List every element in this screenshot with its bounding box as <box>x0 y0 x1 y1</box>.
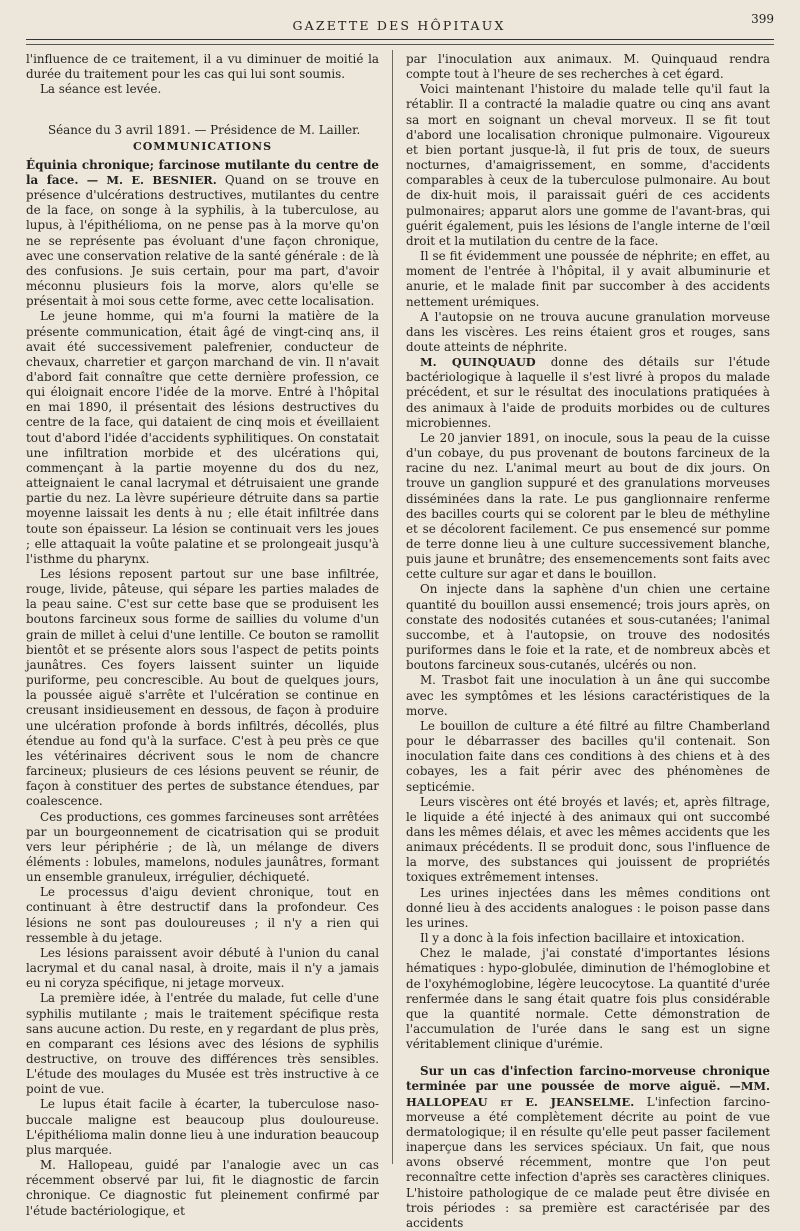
right-paragraph-5 <box>406 355 770 431</box>
paragraph-continued: l'influence de ce traitement, il a vu diminuer de moitié la durée du traitement pour les cas qui lui sont soumis. <box>26 52 379 82</box>
page-header <box>24 12 774 34</box>
right-paragraph-4: A l'autopsie on ne trouva aucune granulation morveuse dans les viscères. Les reins étaient gros et rouges, sans doute atteints de néphrite. <box>406 309 770 354</box>
right-paragraph-9: Le bouillon de culture a été filtré au filtre Chamberland pour le débarrasser des bacilles qu'il contenait. Son inoculation faite dans ces conditions à des chiens et à des cobayes, les a fait périr avec des phénomènes de septicémie. <box>406 718 770 794</box>
right-paragraph-2: Voici maintenant l'histoire du malade telle qu'il faut la rétablir. Il a contracté la maladie quatre ou cinq ans avant sa mort en soignant un cheval morveux. Il se fit tout d'abord une localisation chronique pulmonaire. Vigoureux et bien portant jusque-là, il fut pris de toux, de sueurs nocturnes, d'amaigrissement, en somme, d'accidents comparables à ceux de la tuberculose pulmonaire. Au bout de dix-huit mois, il paraissait guéri de ces accidents pulmonaires; apparut alors une gomme de l'avant-bras, qui guérit également, puis les lésions de l'angle interne de l'œil droit et la mutilation du centre de la face. <box>406 82 770 248</box>
column-divider <box>392 50 393 1164</box>
quinquaud-author: M. QUINQUAUD <box>420 355 536 370</box>
quinquaud-text: donne des détails sur l'étude bactériologique à laquelle il s'est livré à propos du malade précédent, et sur le résultat des inoculations pratiquées à des animaux à l'aide de produits morbides ou de cultures microbiennes. <box>406 355 770 430</box>
article-1-paragraph-8: Le lupus était facile à écarter, la tuberculose naso-buccale maligne est beaucoup plus douloureuse. L'épithélioma malin donne lieu à une induration beaucoup plus marquée. <box>26 1097 379 1157</box>
seance-closed: La séance est levée. <box>40 82 162 97</box>
article-1 <box>26 158 379 310</box>
article-1-title: Équinia chronique; farcinose mutilante du centre de la face. <box>26 157 379 187</box>
section-heading: COMMUNICATIONS <box>132 139 273 153</box>
article-1-author: — M. E. BESNIER. <box>86 172 217 187</box>
right-paragraph-12: Il y a donc à la fois infection bacillaire et intoxication. <box>420 931 745 946</box>
article-2-text: L'infection farcino-morveuse a été complètement décrite au point de vue dermatologique; il en résulte qu'elle peut passer facilement inaperçue dans les services spéciaux. Un fait, que nous avons observé récemment, montre que l'on peut reconnaître cette infection d'après ses caractères cliniques. L'histoire pathologique de ce malade peut être divisée en trois périodes : sa première est caractérisée par des accidents <box>406 1094 771 1230</box>
right-paragraph-10: Leurs viscères ont été broyés et lavés; et, après filtrage, le liquide a été injecté à des animaux qui ont succombé dans les mêmes délais, et avec les mêmes accidents que les animaux précédents. Il se produit donc, sous l'influence de la morve, des substances qui jouissent de propriétés toxiques extrêmement intenses. <box>406 794 770 885</box>
article-1-text: Quand on se trouve en présence d'ulcérations destructives, mutilantes du centre de la face, on songe à la syphilis, à la tuberculose, au lupus, à l'épithélioma, on ne pense pas à la morve qu'on ne se représente pas évoluant d'une façon chronique, avec une conservation relative de la santé générale : de là des confusions. Je suis certain, pour ma part, d'avoir méconnu plusieurs fois la morve, alors qu'elle se présentait à moi sous cette forme, avec cette localisation. <box>26 172 379 309</box>
right-paragraph-13: Chez le malade, j'ai constaté d'importantes lésions hématiques : hypo-globulée, diminution de l'hémoglobine et de l'oxyhémoglobine, légère leucocytose. La quantité d'urée renfermée dans le sang était quatre fois plus considérable que la quantité normale. Cette démonstration de l'accumulation de l'urée dans le sang est un signe véritablement clinique d'urémie. <box>406 946 770 1052</box>
article-1-paragraph-7: La première idée, à l'entrée du malade, fut celle d'une syphilis mutilante ; mais le traitement spécifique resta sans aucune action. Du reste, en y regardant de plus près, en comparant ces lésions avec des lésions de syphilis destructive, on trouve des différences très sensibles. L'étude des moulages du Musée est très instructive à ce point de vue. <box>26 991 379 1097</box>
seance-title: Séance du 3 avril 1891. — Présidence de M. Lailler. <box>48 123 361 138</box>
article-1-paragraph-6: Les lésions paraissent avoir débuté à l'union du canal lacrymal et du canal nasal, à droite, mais il n'y a jamais eu ni coryza spécifique, ni jetage morveux. <box>26 945 379 991</box>
article-2 <box>406 1064 770 1231</box>
article-1-paragraph-9: M. Hallopeau, guidé par l'analogie avec un cas récemment observé par lui, fit le diagnostic de farcin chronique. Ce diagnostic fut pleinement confirmé par l'étude bactériologique, et <box>26 1158 379 1218</box>
article-1-paragraph-4: Ces productions, ces gommes farcineuses sont arrêtées par un bourgeonnement de cicatrisation qui se produit vers leur périphérie ; de là, un mélange de divers éléments : lobules, mamelons, nodules jaunâtres, formant un ensemble granuleux, irrégulier, déchiqueté. <box>26 809 379 885</box>
left-column <box>26 52 379 1219</box>
header-rule-bottom <box>26 44 774 45</box>
article-1-paragraph-5: Le processus d'aigu devient chronique, tout en continuant à être destructif dans la profondeur. Ces lésions ne sont pas douloureuses ; il n'y a rien qui ressemble à du jetage. <box>26 885 379 945</box>
right-paragraph-7: On injecte dans la saphène d'un chien une certaine quantité du bouillon aussi ensemencé; trois jours après, on constate des nodosités cutanées et sous-cutanées; l'animal succombe, et à l'autopsie, on trouve des nodosités puriformes dans le foie et la rate, et de nombreux abcès et boutons farcineux sous-cutanés, ulcérés ou non. <box>406 582 770 673</box>
header-rule-top <box>26 39 774 40</box>
right-paragraph-1: par l'inoculation aux animaux. M. Quinquaud rendra compte tout à l'heure de ses recherches à cet égard. <box>406 52 770 82</box>
article-1-paragraph-2: Le jeune homme, qui m'a fourni la matière de la présente communication, était âgé de vingt-cinq ans, il avait été successivement palefrenier, conducteur de chevaux, charretier et garçon marchand de vin. Il n'avait d'abord fait connaître que cette dernière profession, ce qui éloignait encore l'idée de la morve. Entré à l'hôpital en mai 1890, il présentait des lésions destructives du centre de la face, qui dataient de cinq mois et éveillaient tout d'abord l'idée d'accidents syphilitiques. On constatait une infiltration morbide et des ulcérations qui, commençant à la partie moyenne du dos du nez, atteignaient le canal lacrymal et détruisaient une grande partie du nez. La lèvre supérieure détruite dans sa partie moyenne laissait les dents à nu ; elle était infiltrée dans toute son épaisseur. La lésion se continuait vers les joues ; elle attaquait la voûte palatine et se prolongeait jusqu'à l'isthme du pharynx. <box>26 309 379 566</box>
article-2-author: —MM. HALLOPEAU et E. JEANSELME. <box>406 1079 770 1109</box>
right-paragraph-11: Les urines injectées dans les mêmes conditions ont donné lieu à des accidents analogues : le poison passe dans les urines. <box>406 885 770 930</box>
right-column <box>406 52 770 1231</box>
article-2-title: Sur un cas d'infection farcino-morveuse chronique terminée par une poussée de morve aiguë. <box>406 1064 770 1094</box>
running-title: GAZETTE DES HÔPITAUX <box>292 18 506 33</box>
right-paragraph-3: Il se fit évidemment une poussée de néphrite; en effet, au moment de l'entrée à l'hôpital, il y avait albuminurie et anurie, et le malade finit par succomber à des accidents nettement urémiques. <box>406 249 770 309</box>
article-1-paragraph-3: Les lésions reposent partout sur une base infiltrée, rouge, livide, pâteuse, qui sépare les parties malades de la peau saine. C'est sur cette base que se produisent les boutons farcineux sous forme de saillies du volume d'un grain de millet à celui d'une lentille. Ce bouton se ramollit bientôt et se présente alors sous l'aspect de petits points jaunâtres. Ces foyers laissent suinter un liquide puriforme, peu concrescible. Au bout de quelques jours, la poussée aiguë s'arrête et l'ulcération se continue en creusant insidieusement en dessous, de façon à produire une ulcération profonde à bords infiltrés, décollés, plus étendue au fond qu'à la surface. C'est à peu près ce que les vétérinaires décrivent sous le nom de chancre farcineux; plusieurs de ces lésions peuvent se réunir, de façon à constituer des pertes de substance étendues, par coalescence. <box>26 567 379 809</box>
right-paragraph-6: Le 20 janvier 1891, on inocule, sous la peau de la cuisse d'un cobaye, du pus provenant de boutons farcineux de la racine du nez. L'animal meurt au bout de dix jours. On trouve un ganglion suppuré et des granulations morveuses disséminées dans la rate. Le pus ganglionnaire renferme des bacilles courts qui se colorent par le bleu de méthyline et se décolorent facilement. Ce pus ensemencé sur pomme de terre donne lieu à une culture successivement blanche, puis jaune et brunâtre; des ensemencements sont faits avec cette culture sur agar et dans le bouillon. <box>406 430 770 582</box>
right-paragraph-8: M. Trasbot fait une inoculation à un âne qui succombe avec les symptômes et les lésions caractéristiques de la morve. <box>406 673 770 718</box>
page-number: 399 <box>751 12 774 26</box>
